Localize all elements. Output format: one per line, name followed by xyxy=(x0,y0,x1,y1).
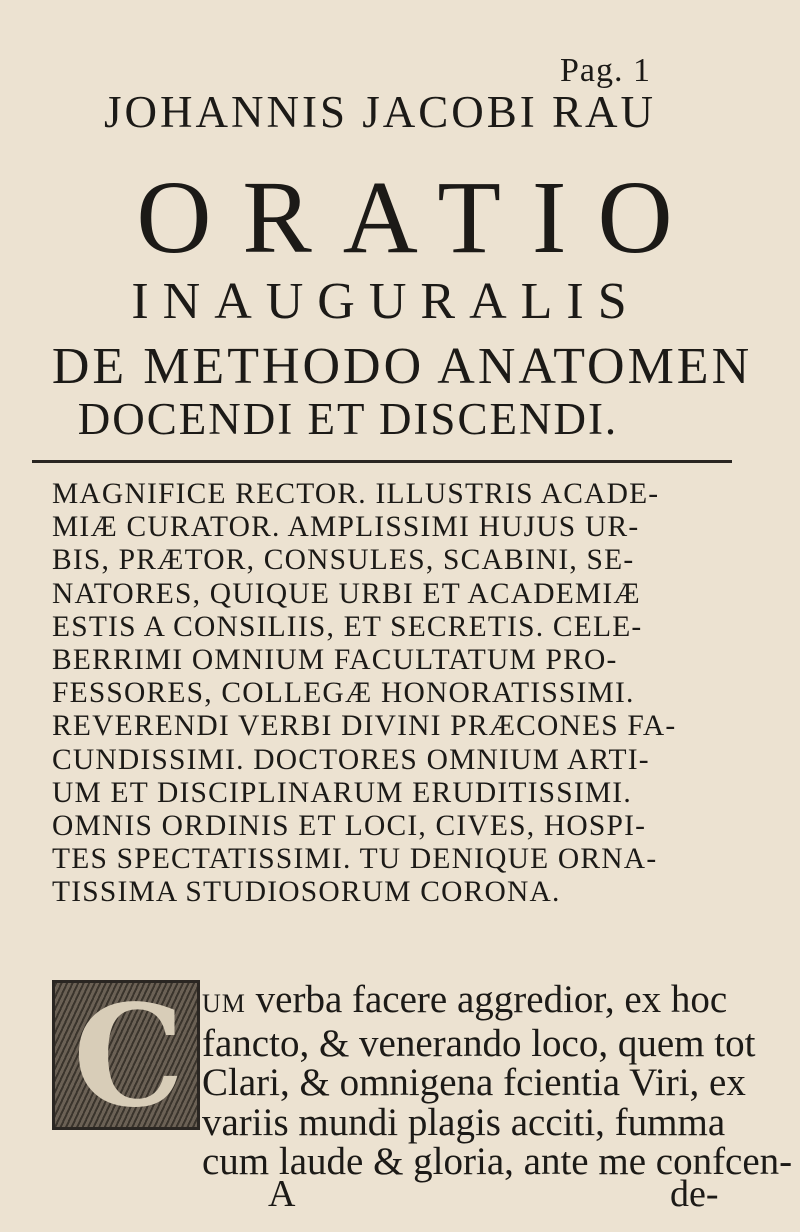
address-line: OMNIS ORDINIS ET LOCI, CIVES, HOSPI- xyxy=(52,810,647,843)
page-number: Pag. 1 xyxy=(560,52,651,89)
catchword: de- xyxy=(670,1173,719,1215)
address-line: MAGNIFICE RECTOR. ILLUSTRIS ACADE- xyxy=(52,478,660,510)
address-line: UM ET DISCIPLINARUM ERUDITISSIMI. xyxy=(52,776,632,809)
address-line: CUNDISSIMI. DOCTORES OMNIUM ARTI- xyxy=(52,743,650,776)
horizontal-rule xyxy=(32,460,732,463)
address-line: ESTIS A CONSILIIS, ET SECRETIS. CELE- xyxy=(52,610,643,643)
body-text xyxy=(202,978,793,1183)
body-line: fancto, & venerando loco, quem tot xyxy=(202,1021,756,1065)
signature-mark: A xyxy=(268,1173,296,1215)
address-line: REVERENDI VERBI DIVINI PRÆCONES FA- xyxy=(52,710,677,743)
body-first-word: UM xyxy=(202,989,246,1018)
body-line: UM verba facere aggredior, ex hoc xyxy=(202,978,728,1021)
title: ORATIO xyxy=(136,160,704,275)
address-line: BERRIMI OMNIUM FACULTATUM PRO- xyxy=(52,644,618,677)
address-line: BIS, PRÆTOR, CONSULES, SCABINI, SE- xyxy=(52,544,635,577)
decorated-initial xyxy=(52,975,200,1139)
subtitle: INAUGURALIS xyxy=(131,273,641,330)
address-line: NATORES, QUIQUE URBI ET ACADEMIÆ xyxy=(52,577,641,610)
address-line: MIÆ CURATOR. AMPLISSIMI HUJUS UR- xyxy=(52,511,640,544)
address-line: TISSIMA STUDIOSORUM CORONA. xyxy=(52,876,561,909)
subject-line-1: DE METHODO ANATOMEN xyxy=(51,338,753,395)
drop-cap-letter: C xyxy=(73,975,185,1139)
subject-line-2: DOCENDI ET DISCENDI. xyxy=(77,394,619,444)
body-line: cum laude & gloria, ante me confcen- xyxy=(202,1140,793,1183)
author-name: JOHANNIS JACOBI RAU xyxy=(103,87,657,137)
address-paragraph xyxy=(52,478,712,910)
address-line: TES SPECTATISSIMI. TU DENIQUE ORNA- xyxy=(52,843,658,876)
body-line: variis mundi plagis acciti, fumma xyxy=(202,1100,726,1144)
body-line: Clari, & omnigena fcientia Viri, ex xyxy=(202,1061,746,1104)
address-line: FESSORES, COLLEGÆ HONORATISSIMI. xyxy=(52,677,635,710)
